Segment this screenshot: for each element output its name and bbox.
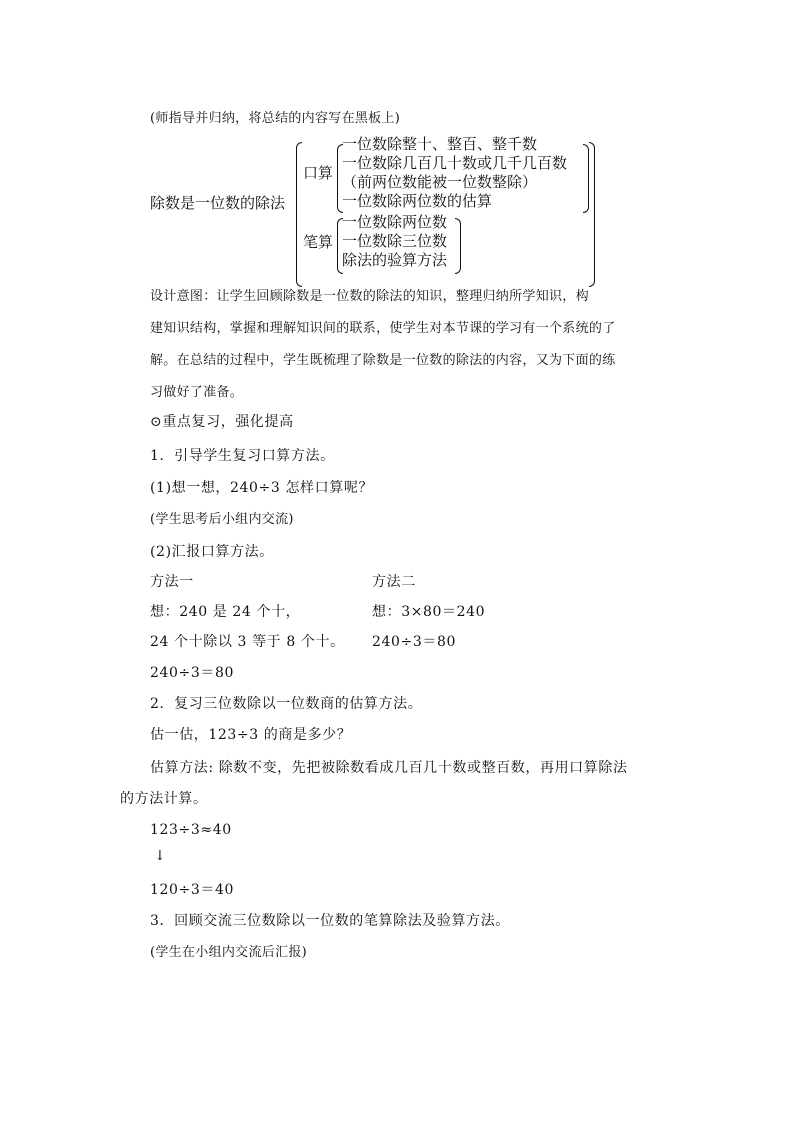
design-intent-line: 习做好了准备。 [150, 385, 244, 400]
estimate-calc: 123÷3≈40 [150, 822, 232, 838]
teacher-note: (师指导并归纳，将总结的内容写在黑板上) [150, 111, 401, 126]
method2-line: 240÷3＝80 [372, 634, 456, 650]
design-intent-line: 解。在总结的过程中，学生既梳理了除数是一位数的除法的内容，又为下面的练 [150, 353, 616, 368]
outline-root-brace [296, 142, 302, 287]
written-right-brace [455, 218, 461, 274]
oral-item: 一位数除几百几十数或几千几百数 [342, 154, 568, 172]
method2-title: 方法二 [372, 574, 416, 590]
section-title: ⊙重点复习，强化提高 [150, 414, 294, 430]
item1-question: (1)想一想，240÷3 怎样口算呢？ [150, 480, 374, 496]
item2-method-line: 估算方法: 除数不变，先把被除数看成几百几十数或整百数，再用口算除法 [150, 760, 628, 776]
down-arrow-icon: ↓ [154, 848, 166, 864]
written-label: 笔算 [303, 233, 334, 251]
design-intent-line: 建知识结构，掌握和理解知识间的联系，使学生对本节课的学习有一个系统的了 [150, 321, 616, 336]
outline-outer-right-brace [589, 142, 595, 287]
oral-item: 一位数除整十、整百、整千数 [342, 135, 538, 153]
item3-title: 3．回顾交流三位数除以一位数的笔算除法及验算方法。 [150, 913, 510, 929]
oral-label: 口算 [303, 164, 334, 182]
item2-question: 估一估，123÷3 的商是多少？ [150, 727, 352, 743]
written-item: 一位数除三位数 [342, 232, 448, 250]
method1-line: 24 个十除以 3 等于 8 个十。 [150, 634, 345, 650]
written-item: 一位数除两位数 [342, 213, 448, 231]
exact-calc: 120÷3＝40 [150, 882, 234, 898]
item1-title: 1．引导学生复习口算方法。 [150, 448, 335, 464]
item3-note: (学生在小组内交流后汇报) [150, 945, 308, 960]
written-item: 除法的验算方法 [342, 251, 448, 269]
oral-item: （前两位数能被一位数整除） [342, 173, 538, 191]
method1-line: 想：240 是 24 个十， [150, 604, 301, 620]
method1-line: 240÷3＝80 [150, 665, 234, 681]
method1-title: 方法一 [150, 574, 194, 590]
design-intent-line: 设计意图：让学生回顾除数是一位数的除法的知识，整理归纳所学知识，构 [150, 289, 589, 304]
outline-root: 除数是一位数的除法 [150, 194, 286, 212]
oral-item: 一位数除两位数的估算 [342, 192, 493, 210]
item1-report: (2)汇报口算方法。 [150, 544, 274, 560]
item1-note: (学生思考后小组内交流) [150, 512, 294, 527]
item2-method-line: 的方法计算。 [120, 791, 208, 807]
item2-title: 2．复习三位数除以一位数商的估算方法。 [150, 696, 423, 712]
method2-line: 想：3×80＝240 [372, 604, 486, 620]
